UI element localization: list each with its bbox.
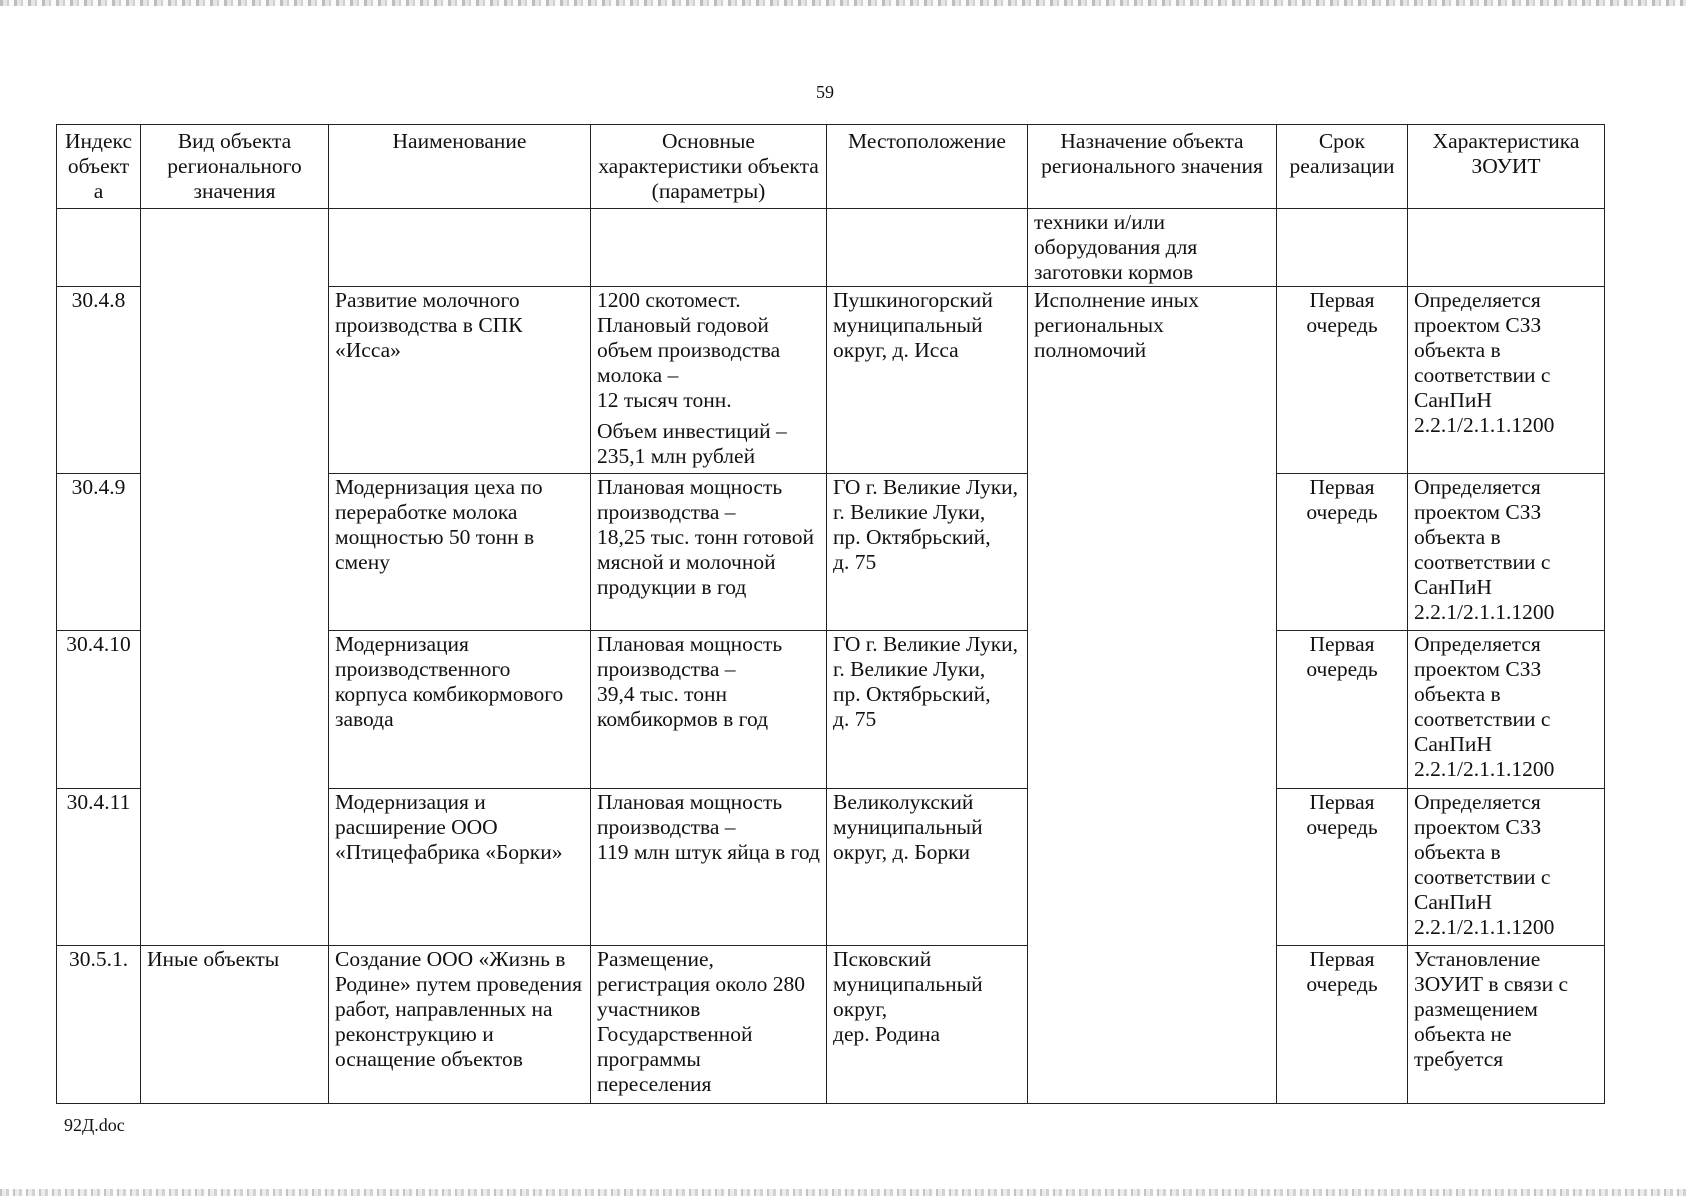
- regional-objects-table: [56, 124, 1605, 1104]
- header-location: Местоположение: [827, 125, 1028, 209]
- cell-name: Модернизация и расширение ООО «Птицефабрика «Борки»: [329, 789, 591, 946]
- header-term: Срок реализации: [1277, 125, 1408, 209]
- header-index: Индекс объекта: [57, 125, 141, 209]
- page-number: 59: [816, 82, 834, 102]
- cell-location: Псковский муниципальный округ, дер. Родина: [827, 946, 1028, 1104]
- cell-index: [57, 209, 141, 287]
- cell-params: Плановая мощность производства – 119 млн штук яйца в год: [591, 789, 827, 946]
- cell-name: [329, 209, 591, 287]
- cell-index: 30.4.9: [57, 474, 141, 631]
- cell-zouit: [1408, 209, 1605, 287]
- cell-params: Размещение, регистрация около 280 участников Государственной программы переселения: [591, 946, 827, 1104]
- cell-zouit: Определяется проектом СЗЗ объекта в соответствии с СанПиН 2.2.1/2.1.1.1200: [1408, 631, 1605, 789]
- cell-params: Плановая мощность производства – 39,4 тыс. тонн комбикормов в год: [591, 631, 827, 789]
- cell-term: Первая очередь: [1277, 287, 1408, 474]
- cell-params: [591, 209, 827, 287]
- cell-location: [827, 209, 1028, 287]
- cell-name: Создание ООО «Жизнь в Родине» путем проведения работ, направленных на реконструкцию и оснащение объектов: [329, 946, 591, 1104]
- cell-zouit: Определяется проектом СЗЗ объекта в соответствии с СанПиН 2.2.1/2.1.1.1200: [1408, 474, 1605, 631]
- cell-name: Модернизация цеха по переработке молока мощностью 50 тонн в смену: [329, 474, 591, 631]
- cell-location: ГО г. Великие Луки, г. Великие Луки, пр. Октябрьский, д. 75: [827, 631, 1028, 789]
- cell-params: [591, 287, 827, 474]
- scan-edge-top: [0, 0, 1686, 6]
- footer-filename: 92Д.doc: [64, 1115, 125, 1135]
- cell-index: 30.4.11: [57, 789, 141, 946]
- table-header-row: [57, 125, 1605, 209]
- cell-term: Первая очередь: [1277, 946, 1408, 1104]
- header-purpose: Назначение объекта регионального значения: [1028, 125, 1277, 209]
- cell-params: Плановая мощность производства – 18,25 тыс. тонн готовой мясной и молочной продукции в год: [591, 474, 827, 631]
- cell-purpose-continuation: техники и/или оборудования для заготовки кормов: [1028, 209, 1277, 287]
- params-text: 1200 скотомест. Плановый годовой объем производства молока – 12 тысяч тонн.: [597, 288, 781, 412]
- cell-name: Развитие молочного производства в СПК «Исса»: [329, 287, 591, 474]
- header-params: Основные характеристики объекта (параметры): [591, 125, 827, 209]
- params-investment: Объем инвестиций – 235,1 млн рублей: [597, 419, 787, 468]
- table-row: [57, 946, 1605, 1104]
- cell-location: Великолукский муниципальный округ, д. Борки: [827, 789, 1028, 946]
- cell-kind-merged: [141, 209, 329, 946]
- cell-zouit: Определяется проектом СЗЗ объекта в соответствии с СанПиН 2.2.1/2.1.1.1200: [1408, 287, 1605, 474]
- cell-name: Модернизация производственного корпуса комбикормового завода: [329, 631, 591, 789]
- cell-location: Пушкиногорский муниципальный округ, д. Исса: [827, 287, 1028, 474]
- cell-kind: Иные объекты: [141, 946, 329, 1104]
- cell-index: 30.4.8: [57, 287, 141, 474]
- scan-edge-bottom: [0, 1189, 1686, 1196]
- cell-location: ГО г. Великие Луки, г. Великие Луки, пр. Октябрьский, д. 75: [827, 474, 1028, 631]
- cell-zouit: Установление ЗОУИТ в связи с размещением объекта не требуется: [1408, 946, 1605, 1104]
- cell-index: 30.4.10: [57, 631, 141, 789]
- cell-term: Первая очередь: [1277, 631, 1408, 789]
- header-name: Наименование: [329, 125, 591, 209]
- table-row-continuation: [57, 209, 1605, 287]
- header-zouit: Характеристика ЗОУИТ: [1408, 125, 1605, 209]
- header-kind: Вид объекта регионального значения: [141, 125, 329, 209]
- cell-purpose-merged: Исполнение иных региональных полномочий: [1028, 287, 1277, 1104]
- cell-zouit: Определяется проектом СЗЗ объекта в соответствии с СанПиН 2.2.1/2.1.1.1200: [1408, 789, 1605, 946]
- cell-term: Первая очередь: [1277, 474, 1408, 631]
- cell-term: Первая очередь: [1277, 789, 1408, 946]
- cell-index: 30.5.1.: [57, 946, 141, 1104]
- cell-term: [1277, 209, 1408, 287]
